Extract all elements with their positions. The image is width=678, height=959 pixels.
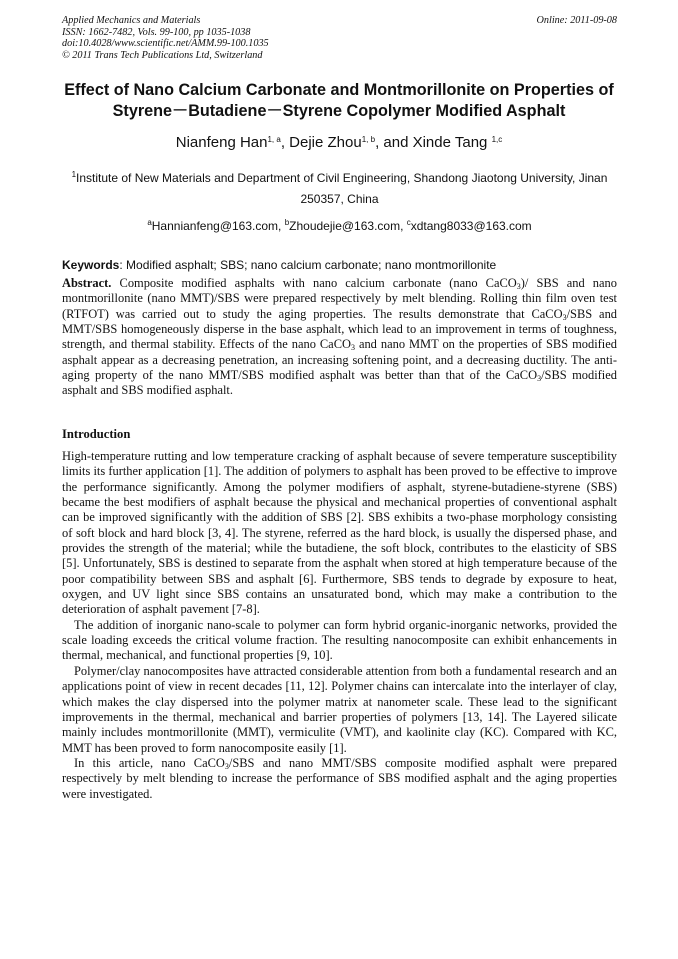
paper-title [40, 80, 638, 122]
subscript: 3 [516, 282, 521, 291]
author-name: Dejie Zhou [289, 134, 362, 151]
paragraph: High-temperature rutting and low temperature cracking of asphalt because of severe temperature susceptibility limits its further application [1]. The addition of polymers to asphalt has been proved to be effective to improve the performance significantly. Among the polymer modifiers of asphalt, styrene-butadiene-styrene (SBS) became the best modifiers of asphalt because the physical and mechanical properties of conventional asphalt can be improved significantly with the addition of SBS [2]. SBS exhibits a two-phase morphology consisting of soft block and hard block [3, 4]. The styrene, referred as the hard block, is usually the dispersed phase, and provides the strength of the material; while the butadiene, the soft block, contributes to the elasticity of SBS [5]. Unfortunately, SBS is destined to separate from the asphalt when stored at high temperature because of the poor compatibility between SBS and asphalt [6]. Furthermore, SBS tends to degrade by exposure to heat, oxygen, and UV light since SBS contains an unsaturated bond, which may make a contribution to the deterioration of asphalt pavement [7-8]. [62, 449, 617, 617]
author-emails [62, 218, 617, 234]
author-affil-mark: 1, b [361, 135, 376, 144]
author-name: Xinde Tang [412, 134, 492, 151]
section-heading-introduction: Introduction [62, 427, 131, 441]
paragraph [62, 756, 617, 802]
email-mark: b [284, 218, 290, 227]
abstract-text: )/ SBS and nano montmorillonite (nano MMT)/SBS were prepared respectively by melt blending. Rolling thin film oven test (RTFOT) was carried out to study the aging properties. The results demonstrate that CaCO [62, 276, 617, 321]
abstract-label: Abstract. [62, 276, 112, 290]
keywords-label: Keywords [62, 258, 120, 272]
online-date: Online: 2011-09-08 [536, 15, 617, 26]
email-link[interactable]: Zhoudejie@163.com, [289, 219, 407, 233]
subscript: 3 [350, 343, 355, 353]
email-mark: a [147, 218, 152, 227]
paragraph-text: /SBS and nano MMT/SBS composite modified asphalt were prepared respectively by melt blending to increase the performance of SBS modified asphalt and the aging properties were investigated. [62, 755, 617, 801]
keywords-text: : Modified asphalt; SBS; nano calcium carbonate; nano montmorillonite [119, 258, 497, 272]
affiliation-mark: 1 [71, 170, 77, 179]
subscript: 3 [562, 312, 567, 322]
author-separator: , [280, 134, 290, 151]
title-line-1: Effect of Nano Calcium Carbonate and Montmorillonite on Properties of [64, 81, 614, 99]
title-line-2: Styrene－Butadiene－Styrene Copolymer Modified Asphalt [112, 102, 566, 120]
email-mark: c [406, 218, 411, 227]
email-link[interactable]: Hannianfeng@163.com, [151, 219, 285, 233]
introduction-body [62, 449, 617, 802]
author-affil-mark: 1,c [491, 135, 503, 144]
abstract-text: /SBS modified asphalt and SBS modified asphalt. [62, 368, 617, 398]
abstract-text: Composite modified asphalts with nano calcium carbonate (nano CaCO [111, 276, 517, 290]
journal-header [62, 15, 617, 61]
author-affil-mark: 1, a [267, 135, 281, 144]
email-link[interactable]: xdtang8033@163.com [410, 219, 532, 233]
author-name: Nianfeng Han [175, 134, 268, 151]
abstract-text: and nano MMT on the properties of SBS modified asphalt appear as a decreasing penetration, an increasing softening point, and a decreasing ductility. The anti-aging property of the nano MMT/SBS modified asphalt was better than that of the CaCO [62, 337, 617, 383]
paragraph-text: In this article, nano CaCO [74, 755, 225, 770]
doi-line[interactable]: doi:10.4028/www.scientific.net/AMM.99-100.1035 [62, 38, 269, 50]
paragraph: Polymer/clay nanocomposites have attracted considerable attention from both a fundamental research and an applications point of view in recent decades [11, 12]. Polymer chains can intercalate into the interlayer of clay, which makes the clay dispersed into the polymer matrix at nanometer scale. These lead to the significant improvements in the thermal, mechanical and barrier properties of polymers [13, 14]. The Layered silicate mainly includes montmorillonite (MMT), vermiculite (VMT), and kaolinite clay (KC). Compared with KC, MMT has been proved to form nanocomposite easily [1]. [62, 663, 617, 755]
subscript: 3 [537, 374, 542, 384]
abstract [62, 276, 617, 399]
keywords [62, 257, 617, 273]
journal-name: Applied Mechanics and Materials [62, 15, 201, 26]
paragraph: The addition of inorganic nano-scale to polymer can form hybrid organic-inorganic networks, provided the scale loading exceeds the critical volume fraction. The resulting nanocomposite can exhibit enhancements in thermal, mechanical, and functional properties [9, 10]. [62, 617, 617, 663]
affiliation-text: Institute of New Materials and Department of Civil Engineering, Shandong Jiaotong University, Jinan 250357, China [76, 171, 608, 206]
issn-line: ISSN: 1662-7482, Vols. 99-100, pp 1035-1038 [62, 26, 251, 38]
author-list [40, 134, 638, 152]
subscript: 3 [224, 761, 229, 771]
abstract-text: /SBS and MMT/SBS homogeneously disperse in the base asphalt, which lead to an improvement in terms of toughness, strength, and thermal stability. Effects of the nano CaCO [62, 306, 618, 352]
copyright-line: © 2011 Trans Tech Publications Ltd, Switzerland [62, 49, 263, 61]
affiliation [62, 168, 617, 210]
author-separator: , and [375, 134, 413, 151]
